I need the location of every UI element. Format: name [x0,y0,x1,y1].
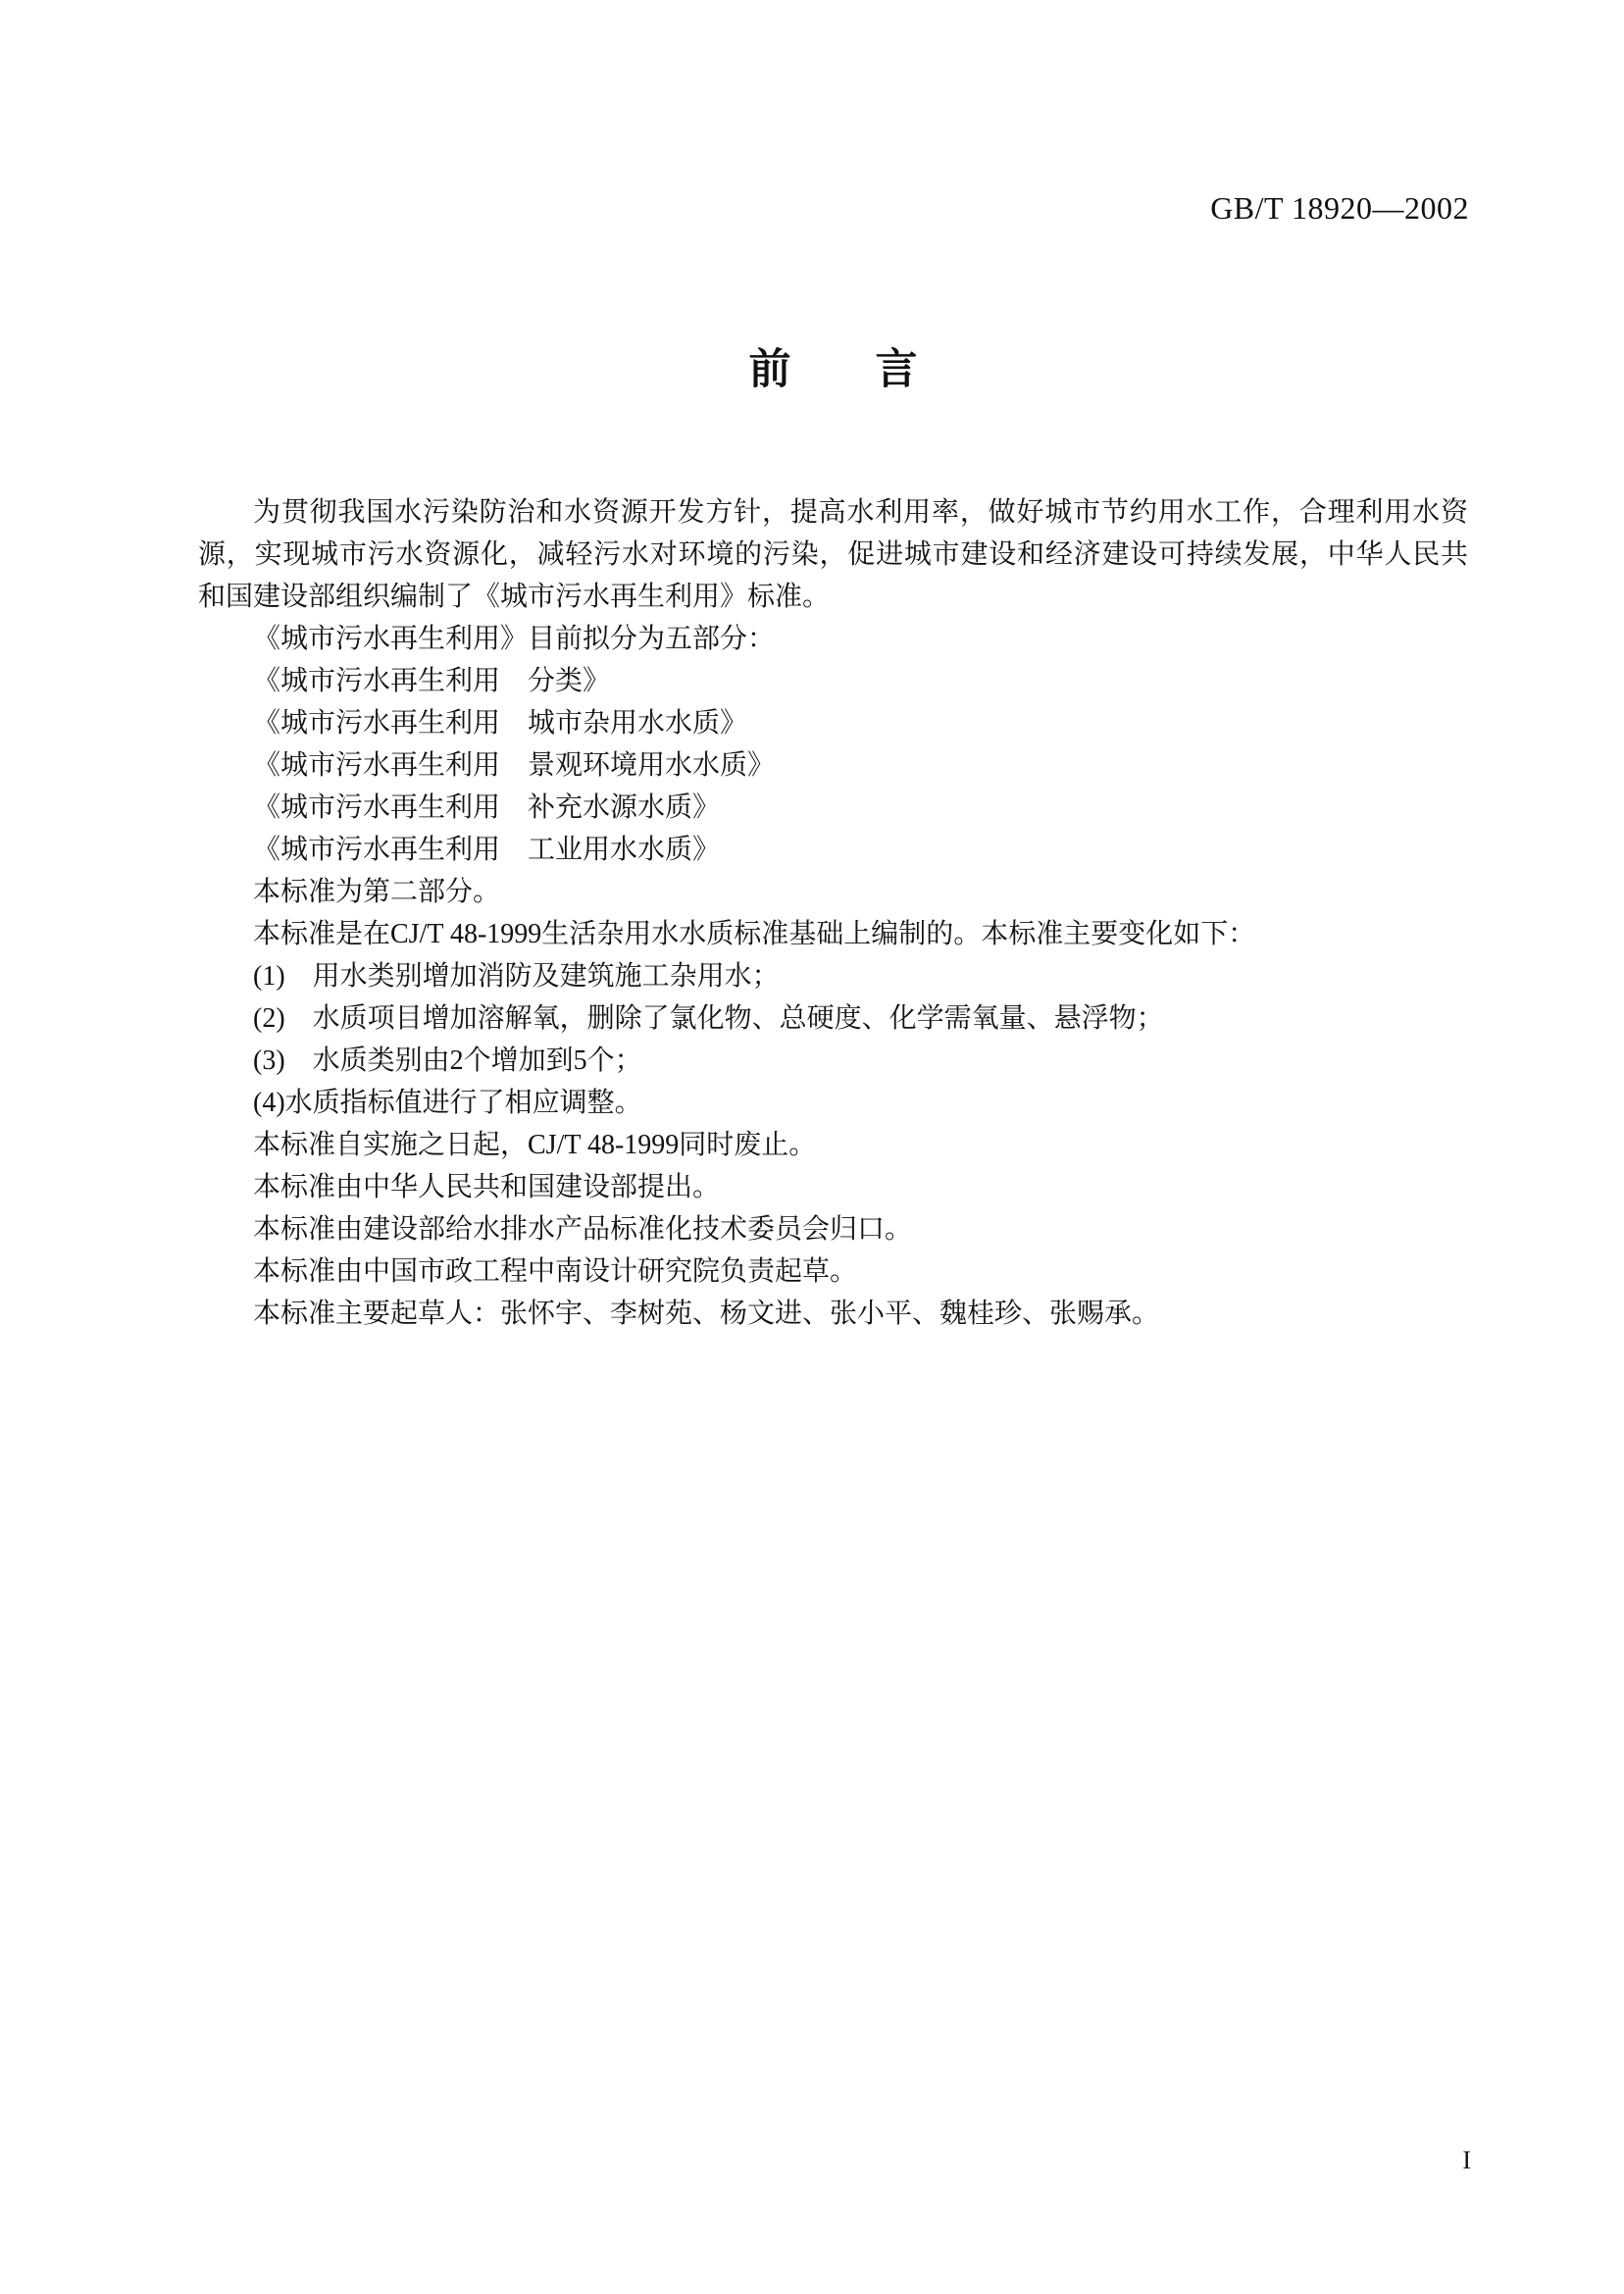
foreword-line: 本标准自实施之日起，CJ/T 48-1999同时废止。 [253,1130,817,1160]
foreword-line: 本标准由中华人民共和国建设部提出。 [253,1172,721,1202]
foreword-intro-line: 为贯彻我国水污染防治和水资源开发方针，提高水利用率，做好城市节约用水工作，合理利用水资 [253,497,1468,528]
foreword-line: 本标准为第二部分。 [253,877,501,907]
foreword-line: 《城市污水再生利用 工业用水水质》 [253,835,721,865]
foreword-intro-line: 源，实现城市污水资源化，减轻污水对环境的污染，促进城市建设和经济建设可持续发展，中华人民共 [198,539,1468,570]
foreword-line: (3) 水质类别由2个增加到5个； [253,1045,642,1076]
page-title: 前 言 [748,346,918,393]
page-number: I [1462,2146,1471,2174]
foreword-line: 《城市污水再生利用 景观环境用水水质》 [253,750,776,781]
foreword-line: 《城市污水再生利用 补充水源水质》 [253,792,721,823]
foreword-body [198,491,1468,1335]
foreword-line: 本标准由中国市政工程中南设计研究院负责起草。 [253,1256,858,1287]
foreword-line: 本标准是在CJ/T 48-1999生活杂用水水质标准基础上编制的。本标准主要变化如下： [253,919,1256,949]
foreword-line: 《城市污水再生利用 城市杂用水水质》 [253,708,748,739]
foreword-line: 《城市污水再生利用》目前拟分为五部分： [253,624,776,654]
foreword-line: 《城市污水再生利用 分类》 [253,666,611,696]
standard-number: GB/T 18920—2002 [1210,190,1469,226]
foreword-line: (4)水质指标值进行了相应调整。 [253,1088,642,1118]
foreword-line: (1) 用水类别增加消防及建筑施工杂用水； [253,961,780,992]
foreword-line: 本标准主要起草人：张怀宇、李树苑、杨文进、张小平、魏桂珍、张赐承。 [253,1299,1160,1329]
foreword-intro-line: 和国建设部组织编制了《城市污水再生利用》标准。 [198,582,831,612]
foreword-line: (2) 水质项目增加溶解氧，删除了氯化物、总硬度、化学需氧量、悬浮物； [253,1003,1164,1034]
foreword-line: 本标准由建设部给水排水产品标准化技术委员会归口。 [253,1214,913,1245]
